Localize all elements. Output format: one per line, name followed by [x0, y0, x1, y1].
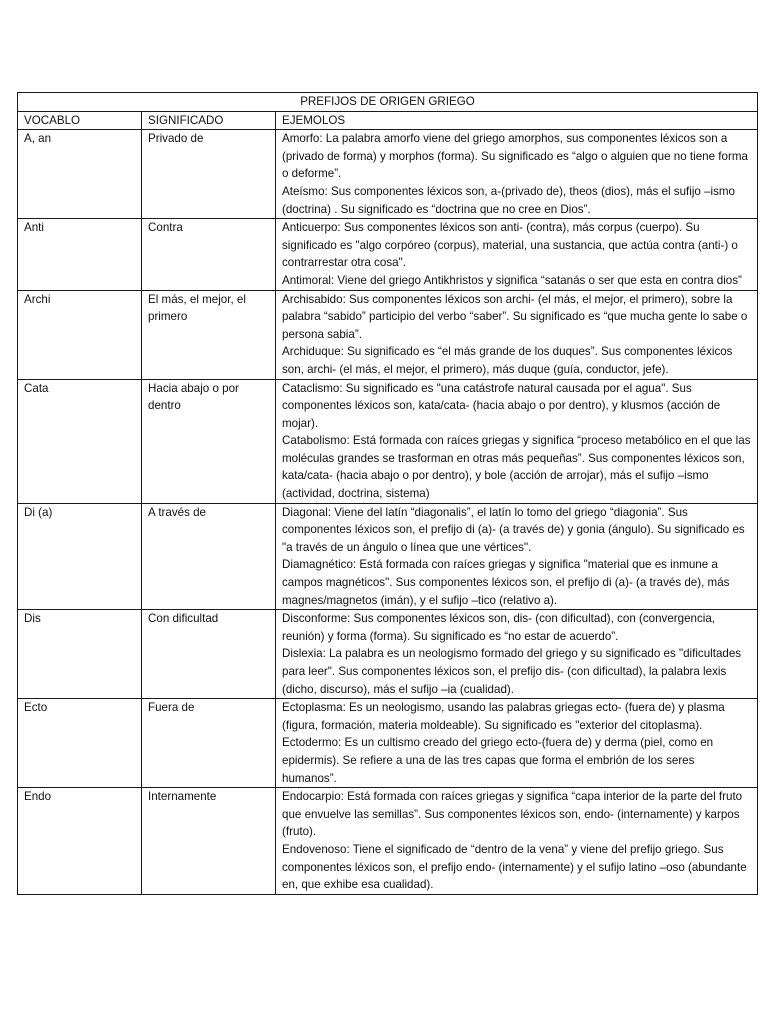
- significado-cell: Hacia abajo o por dentro: [142, 379, 276, 503]
- example-paragraph: Antimoral: Viene del griego Antikhristos y significa “satanás o ser que esta en contra dios”: [282, 273, 742, 287]
- significado-cell: Con dificultad: [142, 610, 276, 699]
- significado-cell: Internamente: [142, 788, 276, 895]
- vocablo-cell: A, an: [18, 130, 142, 219]
- ejemplos-cell: [276, 130, 758, 219]
- table-row: [18, 290, 758, 379]
- example-paragraph: Dislexia: La palabra es un neologismo formado del griego y su significado es "dificultades para leer". Sus componentes léxicos son, el prefijo dis- (con dificultad), la palabra lexis (dicho, discurso), más el sufijo –ia (cualidad).: [282, 647, 742, 696]
- example-paragraph: Ateísmo: Sus componentes léxicos son, a-(privado de), theos (dios), más el sufijo –ismo (doctrina) . Su significado es “doctrina que no cree en Dios”.: [282, 184, 735, 216]
- table-row: [18, 379, 758, 503]
- significado-cell: A través de: [142, 503, 276, 610]
- significado-cell: Privado de: [142, 130, 276, 219]
- example-paragraph: Diagonal: Viene del latín “diagonalis”, el latín lo tomo del griego “diagonia”. Sus componentes léxicos son, el prefijo di (a)- (a través de) y gonia (ángulo). Su significado es "a través de un ángulo o línea que une vértices".: [282, 505, 745, 554]
- ejemplos-cell: [276, 219, 758, 290]
- ejemplos-cell: [276, 788, 758, 895]
- example-paragraph: Amorfo: La palabra amorfo viene del griego amorphos, sus componentes léxicos son a (privado de forma) y morphos (forma). Su significado es “algo o alguien que no tiene forma o deforme”.: [282, 132, 748, 181]
- ejemplos-cell: [276, 610, 758, 699]
- table-row: [18, 699, 758, 788]
- ejemplos-cell: [276, 290, 758, 379]
- example-paragraph: Ectodermo: Es un cultismo creado del griego ecto-(fuera de) y derma (piel, como en epidermis). Se refiere a una de las tres capas que forma el embrión de los seres humanos”.: [282, 736, 714, 785]
- table-title: PREFIJOS DE ORIGEN GRIEGO: [18, 93, 758, 112]
- significado-cell: El más, el mejor, el primero: [142, 290, 276, 379]
- prefixes-table: [17, 92, 758, 895]
- example-paragraph: Cataclismo: Su significado es "una catástrofe natural causada por el agua". Sus componentes léxicos son, kata/cata- (hacia abajo o por dentro), y klusmos (acción de mojar).: [282, 381, 721, 430]
- vocablo-cell: Archi: [18, 290, 142, 379]
- header-row: [18, 111, 758, 130]
- example-paragraph: Diamagnético: Está formada con raíces griegas y significa "material que es inmune a campos magnéticos". Sus componentes léxicos son, el prefijo di (a)- (a través de), más magnes/magnetos (imán), y el sufijo –tico (relativo a).: [282, 558, 730, 607]
- example-paragraph: Anticuerpo: Sus componentes léxicos son anti- (contra), más corpus (cuerpo). Su significado es "algo corpóreo (corpus), material, una sustancia, que actúa contra (anti-) o contrarrestar otra cosa".: [282, 221, 738, 270]
- example-paragraph: Archisabido: Sus componentes léxicos son archi- (el más, el mejor, el primero), sobre la palabra “sabido” participio del verbo “saber”. Su significado es “que mucha gente lo sabe o persona sabia”.: [282, 292, 748, 341]
- table-row: [18, 610, 758, 699]
- significado-cell: Contra: [142, 219, 276, 290]
- example-paragraph: Ectoplasma: Es un neologismo, usando las palabras griegas ecto- (fuera de) y plasma (figura, formación, materia moldeable). Su significado es "exterior del citoplasma).: [282, 701, 725, 732]
- title-row: [18, 93, 758, 112]
- ejemplos-cell: [276, 699, 758, 788]
- significado-cell: Fuera de: [142, 699, 276, 788]
- header-significado: SIGNIFICADO: [142, 111, 276, 130]
- table-row: [18, 788, 758, 895]
- ejemplos-cell: [276, 379, 758, 503]
- example-paragraph: Endovenoso: Tiene el significado de “dentro de la vena” y viene del prefijo griego. Sus componentes léxicos son, el prefijo endo- (internamente) y el sufijo latino –oso (abundante en, que exhibe esa cualidad).: [282, 842, 747, 892]
- vocablo-cell: Di (a): [18, 503, 142, 610]
- vocablo-cell: Dis: [18, 610, 142, 699]
- example-paragraph: Catabolismo: Está formada con raíces griegas y significa “proceso metabólico en el que las moléculas grandes se trasforman en otras más pequeñas”. Sus componentes léxicos son, kata/cata- (hacia abajo o por dentro), y bole (acción de arrojar), más el sufijo –ismo (actividad, doctrina, sistema): [282, 434, 751, 501]
- vocablo-cell: Cata: [18, 379, 142, 503]
- header-vocablo: VOCABLO: [18, 111, 142, 130]
- example-paragraph: Disconforme: Sus componentes léxicos son, dis- (con dificultad), con (convergencia, reunión) y forma (forma). Su significado es “no estar de acuerdo”.: [282, 612, 716, 643]
- table-row: [18, 503, 758, 610]
- vocablo-cell: Ecto: [18, 699, 142, 788]
- example-paragraph: Archiduque: Su significado es “el más grande de los duques”. Sus componentes léxicos son, archi- (el más, el mejor, el primero), más duque (guía, conductor, jefe).: [282, 345, 733, 376]
- vocablo-cell: Endo: [18, 788, 142, 895]
- example-paragraph: Endocarpio: Está formada con raíces griegas y significa “capa interior de la parte del fruto que envuelve las semillas”. Sus componentes léxicos son, endo- (internamente) y karpos (fruto).: [282, 790, 743, 839]
- table-row: [18, 219, 758, 290]
- header-ejemplos: EJEMOLOS: [276, 111, 758, 130]
- table-row: [18, 130, 758, 219]
- vocablo-cell: Anti: [18, 219, 142, 290]
- ejemplos-cell: [276, 503, 758, 610]
